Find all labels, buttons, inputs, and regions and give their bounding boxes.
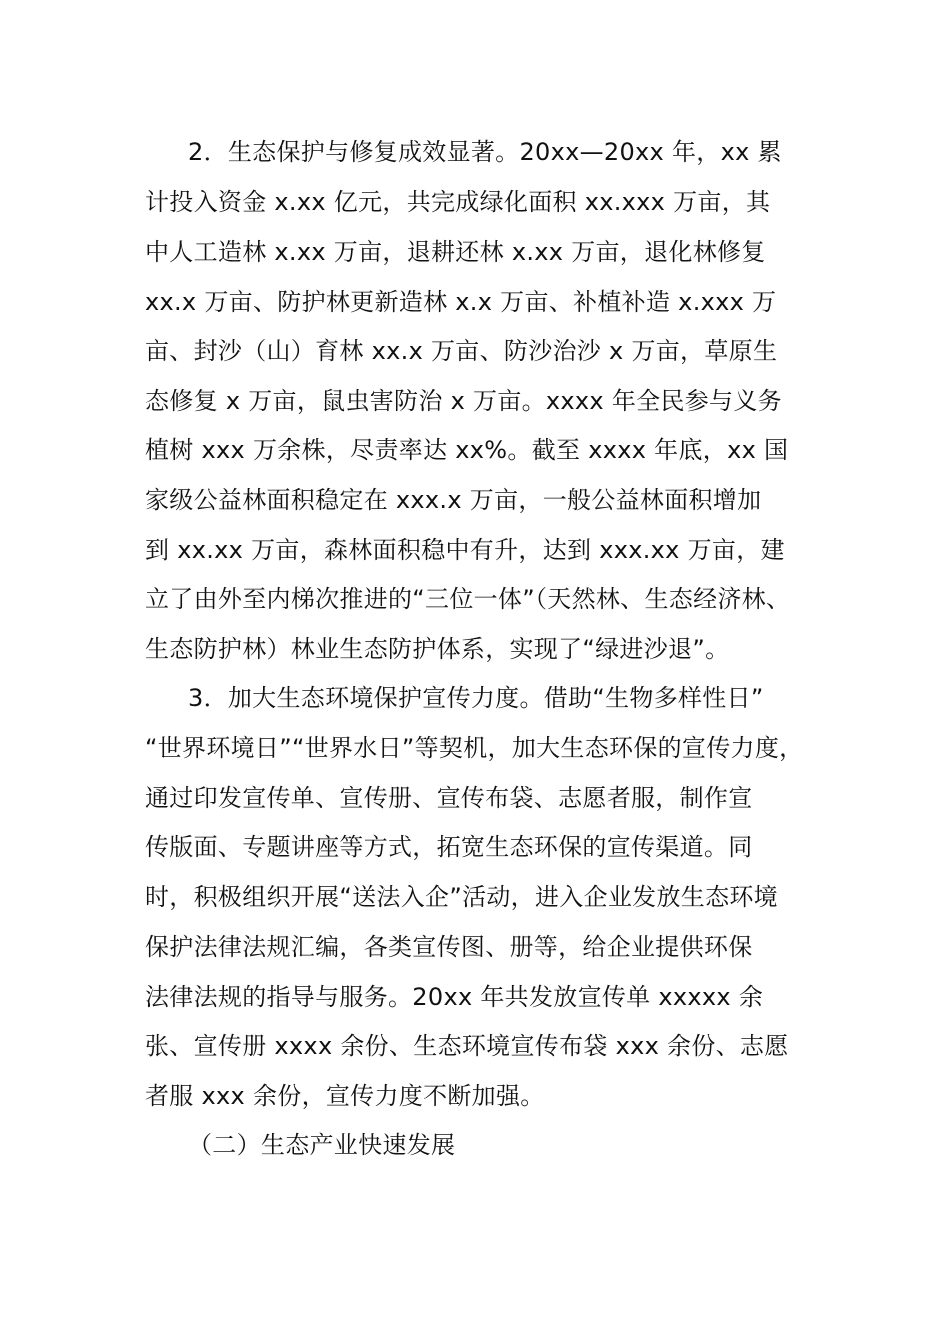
paragraph-2-line-5: 亩、封沙（山）育林 xx.x 万亩、防沙治沙 x 万亩，草原生: [145, 337, 778, 365]
section-heading: （二）生态产业快速发展: [188, 1131, 456, 1159]
paragraph-3-line-8: 张、宣传册 xxxx 余份、生态环境宣传布袋 xxx 余份、志愿: [145, 1032, 789, 1060]
paragraph-3-line-9: 者服 xxx 余份，宣传力度不断加强。: [145, 1082, 545, 1110]
paragraph-2-line-7: 植树 xxx 万余株，尽责率达 xx%。截至 xxxx 年底，xx 国: [145, 436, 789, 464]
paragraph-3-line-6: 保护法律法规汇编，各类宣传图、册等，给企业提供环保: [145, 933, 753, 961]
paragraph-3-line-5: 时，积极组织开展“送法入企”活动，进入企业发放生态环境: [145, 883, 778, 911]
paragraph-2-line-2: 计投入资金 x.xx 亿元，共完成绿化面积 xx.xxx 万亩，其: [145, 188, 771, 216]
paragraph-2-line-11: 生态防护林）林业生态防护体系，实现了“绿进沙退”。: [145, 635, 730, 663]
paragraph-3-line-3: 通过印发宣传单、宣传册、宣传布袋、志愿者服，制作宣: [145, 784, 753, 812]
paragraph-3-line-2: “世界环境日”“世界水日”等契机，加大生态环保的宣传力度，: [145, 734, 804, 762]
paragraph-2-line-6: 态修复 x 万亩，鼠虫害防治 x 万亩。xxxx 年全民参与义务: [145, 387, 782, 415]
paragraph-2-line-9: 到 xx.xx 万亩，森林面积稳中有升，达到 xxx.xx 万亩，建: [145, 536, 785, 564]
paragraph-2-line-1: 2．生态保护与修复成效显著。20xx—20xx 年，xx 累: [188, 138, 782, 166]
paragraph-3-line-1: 3．加大生态环境保护宣传力度。借助“生物多样性日”: [188, 684, 764, 712]
paragraph-2-line-4: xx.x 万亩、防护林更新造林 x.x 万亩、补植补造 x.xxx 万: [145, 288, 777, 316]
paragraph-3-line-7: 法律法规的指导与服务。20xx 年共发放宣传单 xxxxx 余: [145, 983, 764, 1011]
paragraph-2-line-3: 中人工造林 x.xx 万亩，退耕还林 x.xx 万亩，退化林修复: [145, 238, 766, 266]
paragraph-3-line-4: 传版面、专题讲座等方式，拓宽生态环保的宣传渠道。同: [145, 833, 753, 861]
paragraph-2-line-8: 家级公益林面积稳定在 xxx.x 万亩，一般公益林面积增加: [145, 486, 762, 514]
paragraph-2-line-10: 立了由外至内梯次推进的“三位一体”（天然林、生态经济林、: [145, 585, 791, 613]
